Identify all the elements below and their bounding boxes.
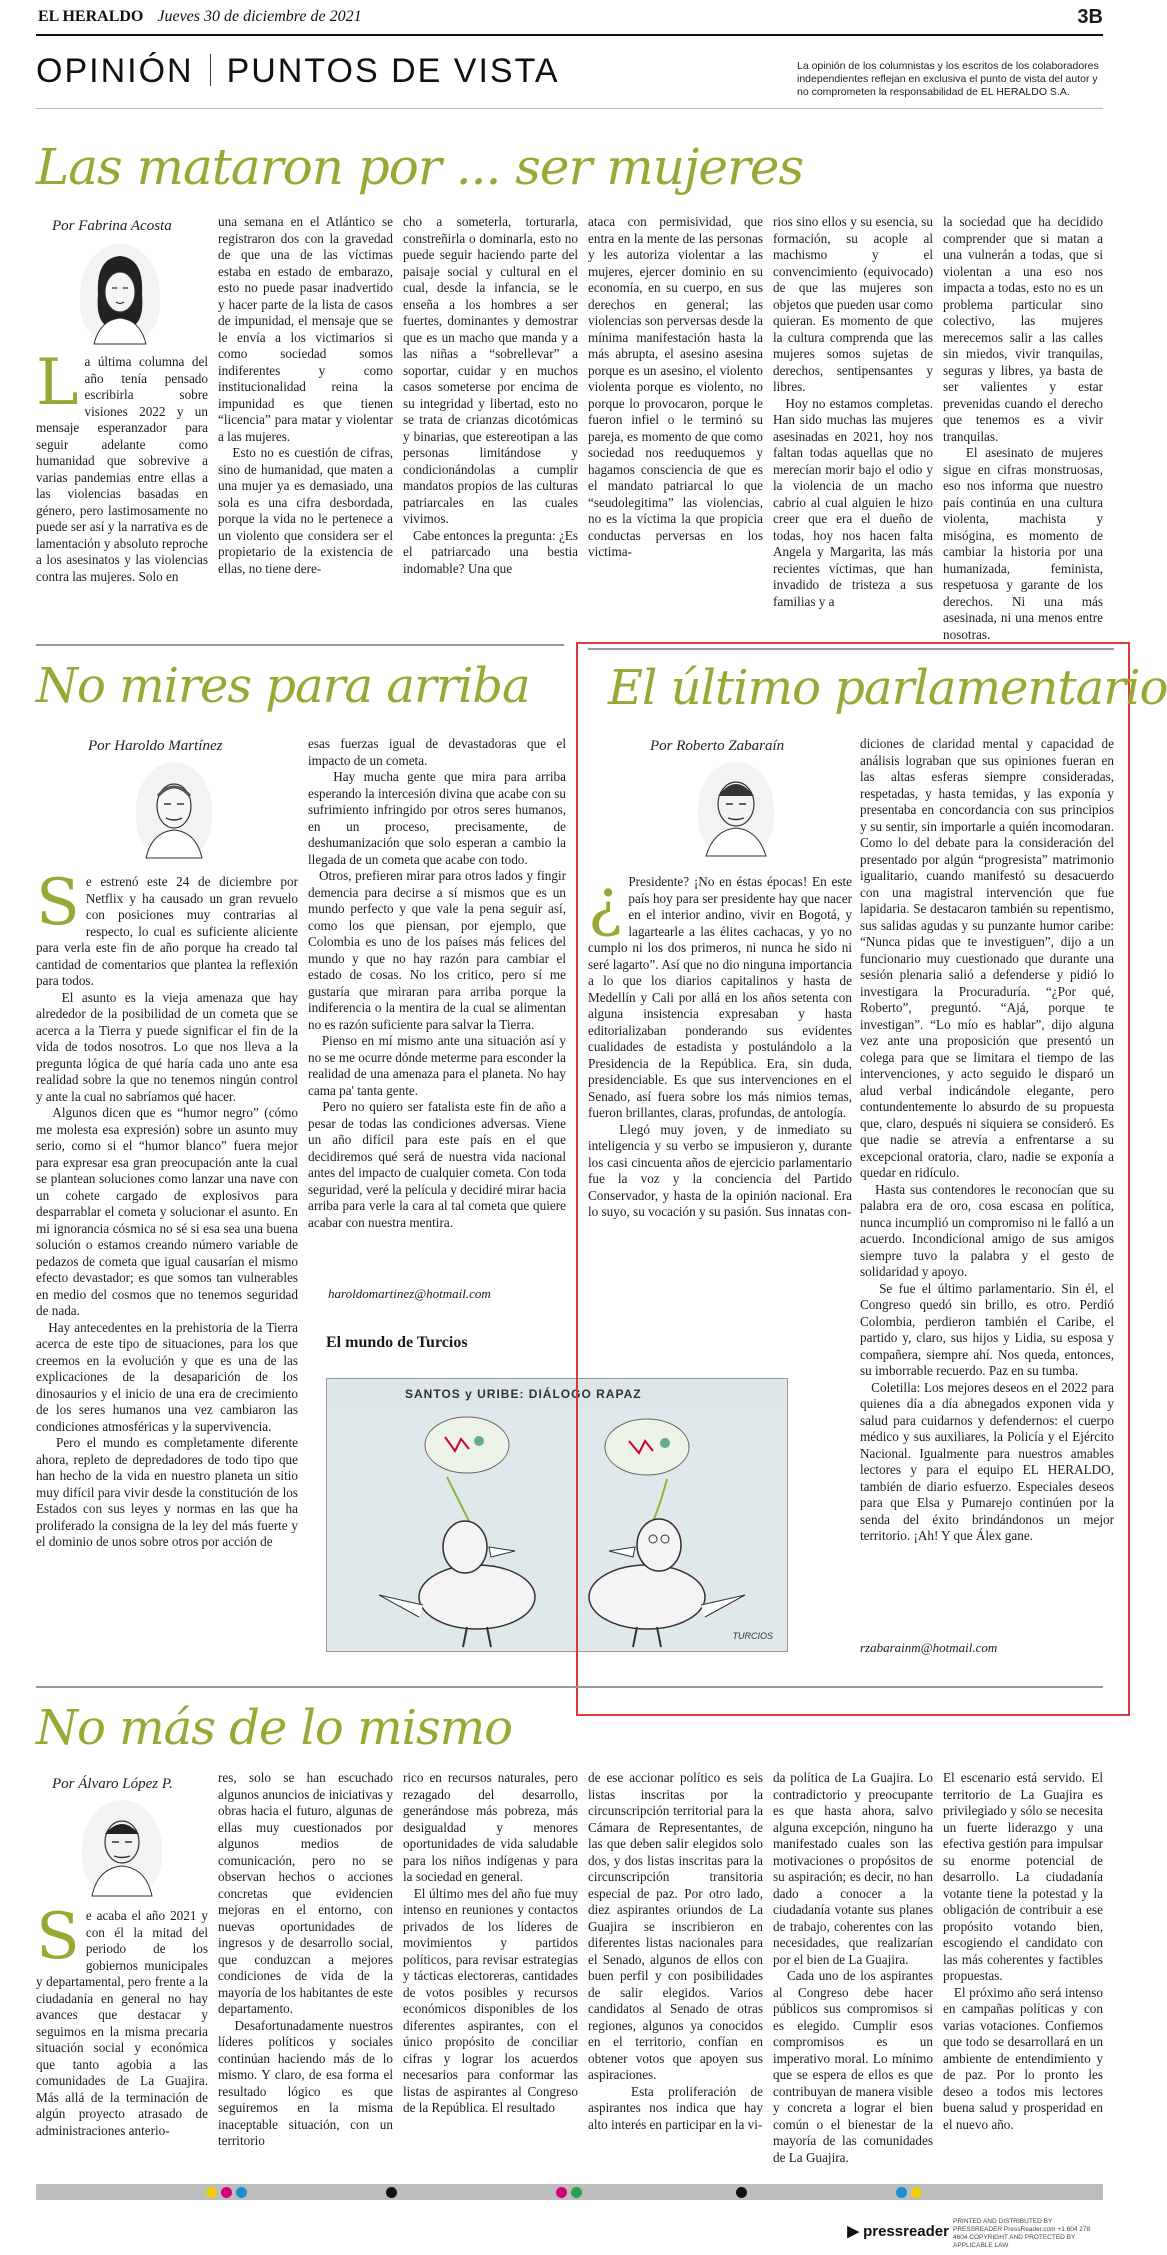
cartoon-signature: TURCIOS bbox=[732, 1631, 773, 1641]
registration-dot-magenta bbox=[556, 2187, 567, 2198]
article-divider-left bbox=[36, 644, 564, 646]
registration-dot-yellow bbox=[911, 2187, 922, 2198]
section-divider bbox=[210, 54, 211, 86]
disclaimer: La opinión de los columnistas y los escritos de los colaboradores independientes reflejan en exclusiva el punto de vista del autor y no comprometen la responsabilidad de EL HERALDO S.A. bbox=[797, 60, 1099, 98]
dropcap: ¿ bbox=[588, 866, 623, 940]
registration-dot-cyan bbox=[236, 2187, 247, 2198]
article4-column-1 bbox=[36, 1900, 212, 2168]
article2-email[interactable]: haroldomartinez@hotmail.com bbox=[328, 1286, 491, 1301]
article4-column-5: da política de La Guajira. Lo contradictorio y preocupante es que hasta ahora, salvo alguna excepción, ninguno ha manifestado cuales son las motivaciones o propósitos de su aspiración; es decir, no han dado a conocer a la ciudadanía votante sus planes de trabajo, coherentes con las necesidades, que realizarían por el bien de La Guajira. Cada uno de los aspirantes al Congreso debe hacer públicos sus compromisos si es elegido. Cumplir esos compromisos es un imperativo moral. Lo mínimo que se espera de ellos es que contribuyan de manera visible y concreta a lograr el bien común o el bienestar de la mayoría de las comunidades de La Guajira. bbox=[773, 1770, 933, 2165]
portrait-sketch-icon bbox=[698, 762, 774, 856]
article3-column-1 bbox=[588, 866, 852, 1364]
pressreader-icon: ▶ bbox=[847, 2223, 859, 2240]
article3-byline: Por Roberto Zabaraín bbox=[650, 738, 785, 754]
article-divider-right bbox=[588, 648, 1114, 650]
article1-column-5: rios sino ellos y su esencia, su formación, su acople al machismo y el convencimiento (equivocado) de que las mujeres son objetos que pueden usar como quieran. Es momento de que la cultura comprenda que las mujeres somos sujetas de derechos, sentipensantes y libres. Hoy no estamos completas. Han sido muchas las mujeres asesinadas en 2021, hoy nos faltan todas aquellas que no merecían morir bajo el odio y la violencia de un macho cabrío al cual alguien le hizo creer que era el dueño de todas, hoy nos hacen falta Angela y Margarita, las más recientes víctimas, que han invadido de tristeza a sus familias y a bbox=[773, 214, 933, 609]
pressreader-logo[interactable] bbox=[847, 2222, 949, 2240]
author-portrait-fabrina bbox=[80, 244, 160, 344]
registration-dot-black bbox=[736, 2187, 747, 2198]
dropcap: S bbox=[36, 866, 80, 940]
article4-headline: No más de lo mismo bbox=[36, 1700, 512, 1756]
dropcap: S bbox=[36, 1900, 80, 1974]
portrait-sketch-icon bbox=[82, 1800, 162, 1896]
pressreader-brand: pressreader bbox=[863, 2223, 949, 2240]
pressreader-fineprint: PRINTED AND DISTRIBUTED BY PRESSREADER PressReader.com +1 604 278 4604 COPYRIGHT AND PROTECTED BY APPLICABLE LAW bbox=[953, 2218, 1091, 2249]
article1-column-3: cho a someterla, torturarla, constreñirla o dominarla, esto no puede seguir haciendo parte del paisaje social y cultural en el cual, desde la infancia, se le enseña a los hombres a ser fuertes, dominantes y demostrar que es un macho que manda y a las niñas a “sobrellevar” a soportar, cuidar y en muchos casos someterse por encima de su integridad y libertad, esto no se trata de crianzas dicotómicas y binarias, que estereotipan a las personas limitándose y condicionándolas a cumplir mandatos propios de las culturas patriarcales en las cuales vivimos. Cabe entonces la pregunta: ¿Es el patriarcado una bestia indomable? Una que bbox=[403, 214, 578, 576]
cartoon-heading: El mundo de Turcios bbox=[326, 1334, 468, 1351]
registration-dot-green bbox=[571, 2187, 582, 2198]
section-left: OPINIÓN bbox=[36, 52, 194, 90]
article1-column-4: ataca con permisividad, que entra en la mente de las personas y les autoriza violentar a las mujeres, ejercer dominio en su economía, en su cuerpo, en sus derechos en general; las violencias son perversas desde la mínima manifestación hasta la más abrupta, el asesino asesina porque es un asesino, el violento violenta porque es violento, no porque lo provocaron, porque le fueron infiel o le terminó su pareja, es momento de que como sociedad nos reeduquemos y hagamos consciencia de que es el mandato patriarcal lo que “seudolegitima” las violencias, no es la víctima la que propicia conductas perversas en los victima- bbox=[588, 214, 767, 559]
article1-byline: Por Fabrina Acosta bbox=[52, 218, 172, 234]
article1-text-1: a última columna del año tenía pensado escribirla sobre visiones 2022 y un mensaje esperanzador para seguir adelante como humanidad que sobrevive a varias pandemias entre ellas a las violencias basadas en género, pero lastimosamente no puede ser así y la narrativa es de lamentación y absoluto reproche a los asesinatos y las violencias contra las mujeres. Solo en bbox=[36, 354, 212, 584]
newspaper-name: EL HERALDO bbox=[38, 8, 144, 25]
article2-byline: Por Haroldo Martínez bbox=[88, 738, 223, 754]
author-portrait-roberto bbox=[698, 762, 774, 856]
article-divider-bottom bbox=[36, 1686, 1103, 1688]
article1-column-1 bbox=[36, 346, 212, 604]
article4-column-4: de ese accionar político es seis listas inscritas por la circunscripción territorial para la Cámara de Representantes, de las que deben salir elegidos solo dos, y dos listas inscritas para la circunscripción transitoria especial de paz. Por otro lado, diez aspirantes oriundos de La Guajira se inscribieron en diferentes listas nacionales para el Senado, algunos de ellos con buen perfil y con posibilidades de salir elegidos. Varios candidatos al Senado de otras regiones, algunos ya conocidos en el territorio, confían en obtener votos que apoyen sus aspiraciones. Esta proliferación de aspirantes nos indica que hay alto interés en participar en la vi- bbox=[588, 1770, 763, 2132]
article4-column-6: El escenario está servido. El territorio de La Guajira es privilegiado y sólo se necesita un fuerte liderazgo y una efectiva gestión para impulsar su enorme potencial de desarrollo. La ciudadanía votante tiene la potestad y la obligación de contribuir a ese propósito votando bien, escogiendo el candidato con las más coherentes y factibles propuestas. El próximo año será intenso en campañas políticas y con varias votaciones. Confiemos que todo se desarrollará en un ambiente de entendimiento y de paz. Por lo pronto les deseo a todos mis lectores buena salud y prosperidad en el nuevo año. bbox=[943, 1770, 1103, 2132]
article1-headline: Las mataron por ... ser mujeres bbox=[36, 138, 804, 196]
article2-headline: No mires para arriba bbox=[36, 658, 530, 714]
section-title bbox=[36, 52, 560, 91]
color-registration-bar bbox=[36, 2184, 1103, 2200]
header-rule bbox=[36, 34, 1103, 36]
registration-dot-yellow bbox=[206, 2187, 217, 2198]
dropcap: L bbox=[36, 346, 79, 420]
article4-byline: Por Álvaro López P. bbox=[52, 1776, 173, 1792]
article2-text-1: e estrenó este 24 de diciembre por Netflix y ha causado un gran revuelo con posiciones muy contrarias al respecto, lo cual es suficiente aliciente para verla este fin de año porque ha creado tal cantidad de comentarios que plantea la reflexión para todos. El asunto es la vieja amenaza que hay alrededor de la posibilidad de un cometa que se acerca a la Tierra y puede significar el fin de la vida de todos nosotros. Lo que nos lleva a la pregunta lógica de qué haría cada uno ante esa realidad sobre la que no tenemos ningún control y ante la cual no sabríamos qué hacer. Algunos dicen que es “humor negro” (cómo me molesta esa expresión) sobre un asunto muy serio, como si el “humor blanco” fuera mejor para expresar esa gran preocupación ante la cual se plantean soluciones como lanzar una nave con un cohete cargado de explosivos para desparrablar el cometa y solucionar el asunto. En mi ignorancia cósmica no sé si esa sea una buena solución o estamos creando número variable de pedazos de cometa que igual causarían el mismo efecto devastador; es que somos tan vulnerables en medio del cosmos que no tenemos seguridad de nada. Hay antecedentes en la prehistoria de la Tierra acerca de este tipo de situaciones, para los que creemos en la evolución y que es una de las explicaciones de la desaparición de los dinosaurios y el inicio de una era de crecimiento de los seres humanos una vez cambiaron las condiciones atmosféricas y la supervivencia. Pero el mundo es completamente diferente ahora, repleto de depredadores de todo tipo que han hecho de la vida en nuestro planeta un sitio muy difícil para vivir desde la constitución de los Estados con sus leyes y normas en las que ha proliferado la consigna de la ley del más fuerte y el dominio de unos sobre otros por acción de bbox=[36, 874, 299, 1549]
portrait-sketch-icon bbox=[136, 762, 212, 858]
article2-column-2: esas fuerzas igual de devastadoras que el impacto de un cometa. Hay mucha gente que mira para arriba esperando la intercesión divina que acabe con su sufrimiento infringido por otros seres humanos, en un proceso, precisamente, de deshumanización que solo esperan a cambio la llegada de un cometa que acabe con todo. Otros, prefieren mirar para otros lados y fingir demencia para decirse a sí mismos que es un mundo perfecto y que vale la pena seguir así, como los que piensan, por ejemplo, que Colombia es uno de los países más felices del mundo y que no hay razón para cambiar el estado de cosas. No los critico, pero sí me gustaría que miraran para arriba porque la indiferencia o la mentira de la cual se alimentan no es razón suficiente para salvar la Tierra. Pienso en mí mismo ante una situación así y no se me ocurre dónde meterme para esconder la realidad de una amenaza para el planeta. No hay cama pa' tanta gente. Pero no quiero ser fatalista este fin de año a pesar de todas las condiciones adversas. Viene un año difícil para este país en el que decidiremos qué será de nuestra vida nacional antes del impacto de cualquier cometa. Con toda seguridad, veré la película y decidiré mirar hacia arriba para verle la cara al tal cometa que quiere acabar con nuestra mentira. bbox=[308, 736, 567, 1230]
article1-column-6: la sociedad que ha decidido comprender que si matan a una vulnerán a todas, que si violentan a una eso nos impacta a todas, esto no es un problema particular sino colectivo, las mujeres merecemos salir a las calles sin miedos, vivir tranquilas, seguras y libres, ya basta de ser valientes y estar prevenidas cuando el derecho que tenemos es a vivir tranquilas. El asesinato de mujeres sigue en cifras monstruosas, eso nos informa que nuestro país continúa en una cultura violenta, machista y misógina, es momento de cambiar la historia por una humanizada, feminista, respetuosa y garante de los derechos. Ni una más asesinada, ni una menos entre nosotras. bbox=[943, 214, 1103, 642]
article1-column-2: una semana en el Atlántico se registraron dos con la gravedad de que una de las víctimas estaba en estado de embarazo, esto no puede pasar inadvertido y hacer parte de la lista de casos de impunidad, el mensaje que se le envía a los victimarios si como sociedad somos indiferentes y como institucionalidad reina la impunidad es que tienen “licencia” para matar y violentar a las mujeres. Esto no es cuestión de cifras, sino de humanidad, que maten a una mujer ya es demasiado, una sola es una cifra desbordada, porque la vida no le pertenece a un violento que considera ser el propietario de la existencia de ellas, no tiene dere- bbox=[218, 214, 393, 576]
registration-dot-cyan bbox=[896, 2187, 907, 2198]
registration-dot-black bbox=[386, 2187, 397, 2198]
registration-dot-magenta bbox=[221, 2187, 232, 2198]
author-portrait-haroldo bbox=[136, 762, 212, 858]
article4-column-3: rico en recursos naturales, pero rezagado del desarrollo, generándose más pobreza, más desigualdad y menores oportunidades de vida saludable para los niños indígenas y para la sociedad en general. El último mes del año fue muy intenso en reuniones y contactos privados de los líderes de movimientos y partidos políticos, para revisar estrategias y tácticas electoreras, cantidades de votos posibles y recursos económicos disponibles de los diferentes aspirantes, con el único propósito de conciliar cifras y lograr los acuerdos necesarios para conformar las listas de aspirantes al Congreso de la República. El resultado bbox=[403, 1770, 578, 2115]
author-portrait-alvaro bbox=[82, 1800, 162, 1896]
masthead bbox=[38, 8, 362, 26]
section-right: PUNTOS DE VISTA bbox=[226, 52, 560, 90]
page-number: 3B bbox=[1077, 6, 1103, 28]
article3-text-1: Presidente? ¡No en éstas épocas! En este país hoy para ser presidente hay que nacer en el interior andino, vivir en Bogotá, y lagartearle a las élites cachacas, y yo no cumplo ni los dos primeros, ni nunca he sido ni seré lagarto”. Así que no dio ninguna importancia a lo que los diarios capitalinos y hasta de Medellín y Cali por allá en los años setenta con alguna insistencia expresaban y hasta editorializaban ponderando sus evidentes cualidades de estadista y postulándolo a la Presidencia de la República. Era, sin duda, presidenciable. Es que sus intervenciones en el Senado, así fuera sobre los más nimios temas, fueron brillantes, claras, profundas, de antología. Llegó muy joven, y de inmediato su inteligencia y su verbo se impusieron y, durante los casi cincuenta años de ejercicio parlamentario fue la voz y la conciencia del Partido Conservador, y hasta de la opinión nacional. Era lo suyo, su vocación y su pasión. Sus innatas con- bbox=[588, 874, 852, 1219]
section-rule bbox=[36, 108, 1103, 109]
article2-column-1 bbox=[36, 866, 299, 1759]
cartoon-caption: SANTOS y URIBE: DIÁLOGO RAPAZ bbox=[405, 1387, 642, 1401]
article3-email[interactable]: rzabarainm@hotmail.com bbox=[860, 1640, 998, 1655]
article3-headline: El último parlamentario bbox=[608, 660, 1167, 716]
portrait-sketch-icon bbox=[80, 244, 160, 344]
article3-column-2: diciones de claridad mental y capacidad de análisis lograban que sus opiniones fueran en las altas esferas siempre consideradas, respetadas, y hasta temidas, y las exponía y presentaba en concordancia con sus principios y su sentir, sin importarle a quién incomodaran. Como lo del debate para la consideración del presentado por algún “progresista” matrimonio igualitario, cuando manifestó su desacuerdo con una magistral intervención que fue lapidaria. Se destacaron también su repentismo, sus salidas agudas y su punzante humor caribe: “Nunca pidas que te investiguen”, dijo a un funcionario muy cuestionado que durante una sesión plenaria salió a defenderse y pidió lo investigara la Procuraduría. “¿Por qué, Roberto”, preguntó. “Ajá, porque te investigan”. “Lo mío es hablar”, dijo alguna vez ante una proposición que presentó un colega para que se limitara el tiempo de las intervenciones, y acto seguido le disparó un alud verbal indicándole elegante, pero contundentemente lo absurdo de su propuesta que, claro, después ni siquiera se consideró. Es que nadie se atrevía a enfrentarse a su excepcional oratoria, claro, nadie se exponía a quedar en ridículo. Hasta sus contendores le reconocían que su palabra era de oro, cosa escasa en política, nunca incumplió un compromiso ni le falló a un acuerdo. Incondicional amigo de sus amigos siempre tuvo la palabra y el gesto de solidaridad y apoyo. Se fue el último parlamentario. Sin él, el Congreso quedó sin brillo, es otro. Perdió Colombia, perdieron también el Caribe, el partido y, claro, sus hijos y Lidia, su esposa y compañera, siempre ahí. Nos queda, entonces, su imborrable recuerdo. Paz en su tumba. Coletilla: Los mejores deseos en el 2022 para quienes día a día abnegados exponen vida y salud para cuidarnos y defendernos: el cuerpo médico y sus auxiliares, la Policía y el Ejército Nacional. Igualmente para nuestros amables lectores y para el equipo EL HERALDO, también de diario esfuerzo. Especiales deseos para que Elsa y Pumarejo continúen por la senda del éxito brindándonos un mejor territorio. ¡Ah! Y que Álex gane. bbox=[860, 736, 1115, 1543]
article4-column-2: res, solo se han escuchado algunos anuncios de iniciativas y obras hacia el futuro, algunas de ellas muy cuestionados por algunos medios de comunicación, pero no se observan hechos o acciones concretas que evidencien mejoras en el entorno, con nuevas oportunidades de ingresos y de desarrollo social, que conduzcan a mejores condiciones de vida de la mayoría de los habitantes de este departamento. Desafortunadamente nuestros líderes políticos y sociales continúan haciendo más de lo mismo. Y claro, de esa forma el resultado lógico es que seguiremos en la misma inaceptable situación, con un territorio bbox=[218, 1770, 394, 2148]
article4-text-1: e acaba el año 2021 y con él la mitad del periodo de los gobiernos municipales y departamental, pero frente a la ciudadanía en general no hay avances que destacar y seguimos en la misma precaria situación social y económica que tanto agobia a las comunidades de La Guajira. Más allá de la terminación de algún proyecto atrasado de administraciones anterio- bbox=[36, 1908, 212, 2138]
issue-date: Jueves 30 de diciembre de 2021 bbox=[157, 8, 362, 25]
